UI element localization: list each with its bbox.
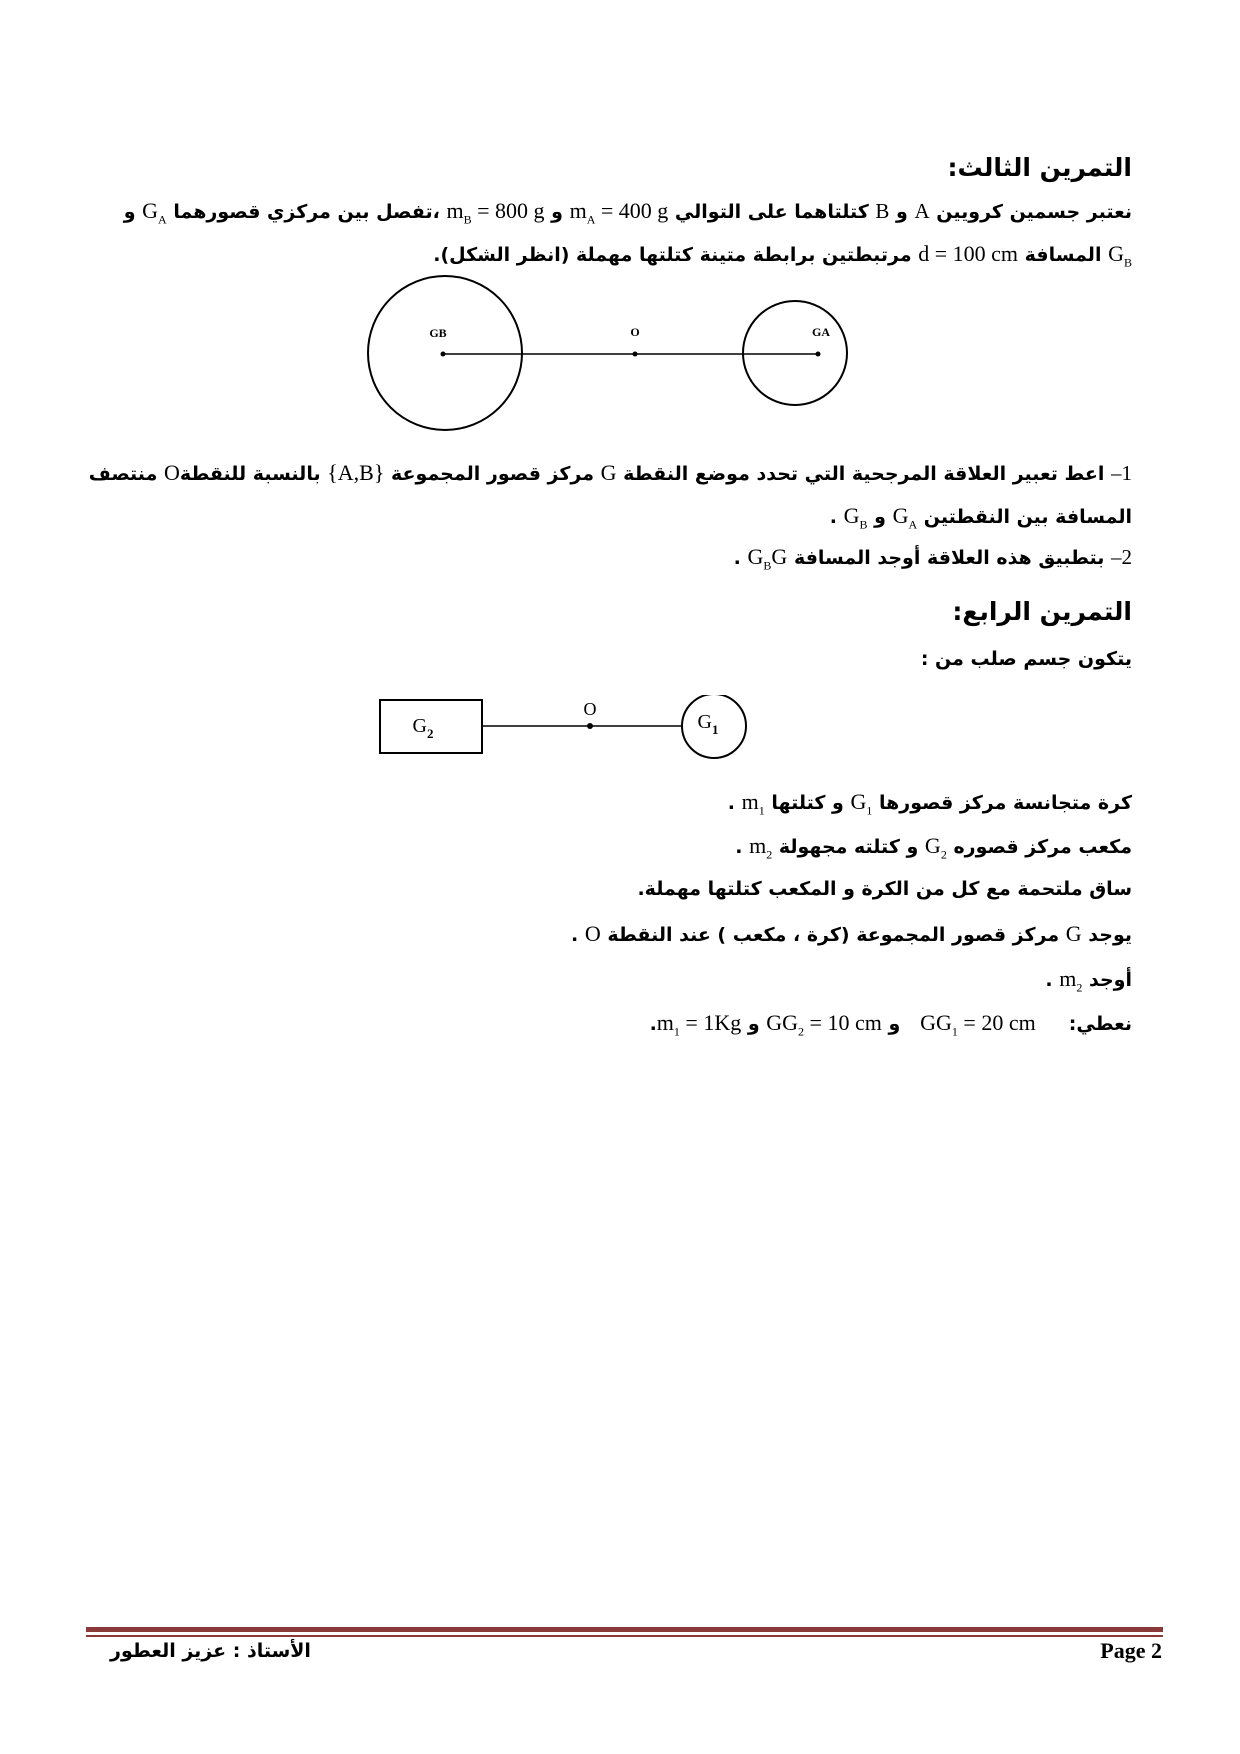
body-line-1 [728, 789, 1132, 818]
text: و كتلتها [771, 792, 844, 814]
body-line-3: ساق ملتحمة مع كل من الكرة و المكعب كتلتها مهملة. [637, 878, 1132, 900]
two-spheres-figure [355, 275, 885, 445]
teacher-name: عزيز العطور [110, 1640, 227, 1662]
mass-m2: $m_2$ [1059, 966, 1083, 995]
text: نعتبر جسمين كرويين [936, 201, 1132, 223]
label-ga: GA [812, 325, 830, 339]
text: مركز قصور المجموعة [391, 463, 594, 485]
teacher-credit [110, 1640, 311, 1662]
text: المسافة بين النقطتين [923, 506, 1132, 528]
body-line-4 [571, 921, 1132, 947]
footer-rule-thin [86, 1635, 1163, 1637]
text: بتطبيق هذه العلاقة أوجد المسافة [793, 547, 1105, 569]
label-g1: $G_1$ [697, 711, 719, 737]
point-o: O [584, 921, 601, 946]
mass-m1: $m_1$ [741, 789, 765, 818]
point-g: G [1065, 921, 1082, 946]
text: منتصف [88, 463, 158, 485]
and: و [123, 201, 136, 223]
set-ab: {A,B} [327, 460, 385, 485]
body-line-2 [735, 833, 1132, 862]
exercise-3-title: التمرين الثالث: [947, 153, 1132, 182]
period: . [829, 506, 837, 528]
page-number: Page 2 [1100, 1638, 1162, 1663]
text: و كتلته مجهولة [778, 836, 919, 858]
text: المسافة [1024, 244, 1102, 266]
body-line-5 [1045, 966, 1132, 995]
question-2-line [734, 544, 1132, 573]
exercise-4-intro: يتكون جسم صلب من : [920, 648, 1132, 670]
period: . [727, 792, 736, 814]
given-m1: $m_1 = 1Kg$ [656, 1010, 742, 1039]
label-gb: GB [429, 326, 447, 340]
text: اعط تعبير العلاقة المرجحية التي تحدد موضع النقطة [623, 463, 1105, 485]
given-values-line [650, 1010, 1132, 1039]
and: و [874, 506, 886, 528]
mass-a: $m_A = 400$ g [569, 198, 669, 227]
period: . [1045, 969, 1053, 991]
distance-d: d = 100 cm [918, 241, 1019, 266]
text: كتلتاهما على التوالي [674, 201, 869, 223]
text: نعطي: [1068, 1013, 1132, 1035]
body-b: B [875, 199, 890, 223]
text: مكعب مركز قصوره [953, 836, 1132, 858]
mass-m2: $m_2$ [749, 833, 773, 862]
text: مرتبطتين برابطة متينة كتلتها مهملة (انظر الشكل). [433, 244, 912, 266]
center-gb: $G_B$ [1108, 241, 1132, 270]
point-o [587, 723, 593, 729]
question-number: 2– [1111, 545, 1132, 569]
center-ga: $G_A$ [892, 503, 918, 532]
point-o [633, 352, 638, 357]
period: . [571, 924, 579, 946]
exercise-4-title: التمرين الرابع: [952, 597, 1132, 626]
center-g1: $G_1$ [850, 789, 873, 818]
question-number: 1– [1111, 461, 1132, 485]
mass-b: $m_B = 800$ g [446, 198, 545, 227]
text: أوجد [1089, 969, 1132, 991]
and: و [551, 201, 563, 223]
period: . [735, 836, 743, 858]
label-o: O [583, 699, 597, 719]
center-gb: $G_B$ [843, 503, 868, 532]
label-o: O [630, 325, 640, 339]
exercise-3-line-2 [433, 241, 1132, 270]
text: مركز قصور المجموعة (كرة ، مكعب ) عند النقطة [607, 924, 1060, 946]
point-g: G [600, 460, 617, 485]
and: و [888, 1013, 901, 1035]
text: يوجد [1088, 924, 1132, 946]
question-1-line-2 [830, 503, 1132, 532]
text: كرة متجانسة مركز قصورها [878, 792, 1132, 814]
period: . [649, 1013, 657, 1035]
label-g2: $G_2$ [412, 715, 434, 741]
rigid-body-figure [375, 695, 755, 780]
point-gb [441, 352, 446, 357]
point-ga [816, 352, 821, 357]
point-o: O [163, 460, 180, 485]
period: . [733, 547, 741, 569]
question-1-line-1 [89, 460, 1132, 486]
given-gg2: $GG_2 = 10$ cm [766, 1010, 882, 1039]
text: ،تفصل بين مركزي قصورهما [173, 201, 440, 223]
and: و [747, 1013, 760, 1035]
body-a: A [914, 199, 930, 223]
teacher-label: الأستاذ : [232, 1640, 311, 1662]
distance-gbg: $G_BG$ [747, 544, 788, 573]
footer-rule-thick [86, 1627, 1163, 1632]
given-gg1: $GG_1 = 20$ cm [920, 1010, 1036, 1039]
center-g2: $G_2$ [924, 833, 947, 862]
exercise-3-line-1 [124, 198, 1132, 227]
text: بالنسبة للنقطة [179, 463, 321, 485]
center-ga: $G_A$ [142, 198, 167, 227]
sphere-a [743, 301, 847, 405]
and: و [896, 201, 908, 223]
